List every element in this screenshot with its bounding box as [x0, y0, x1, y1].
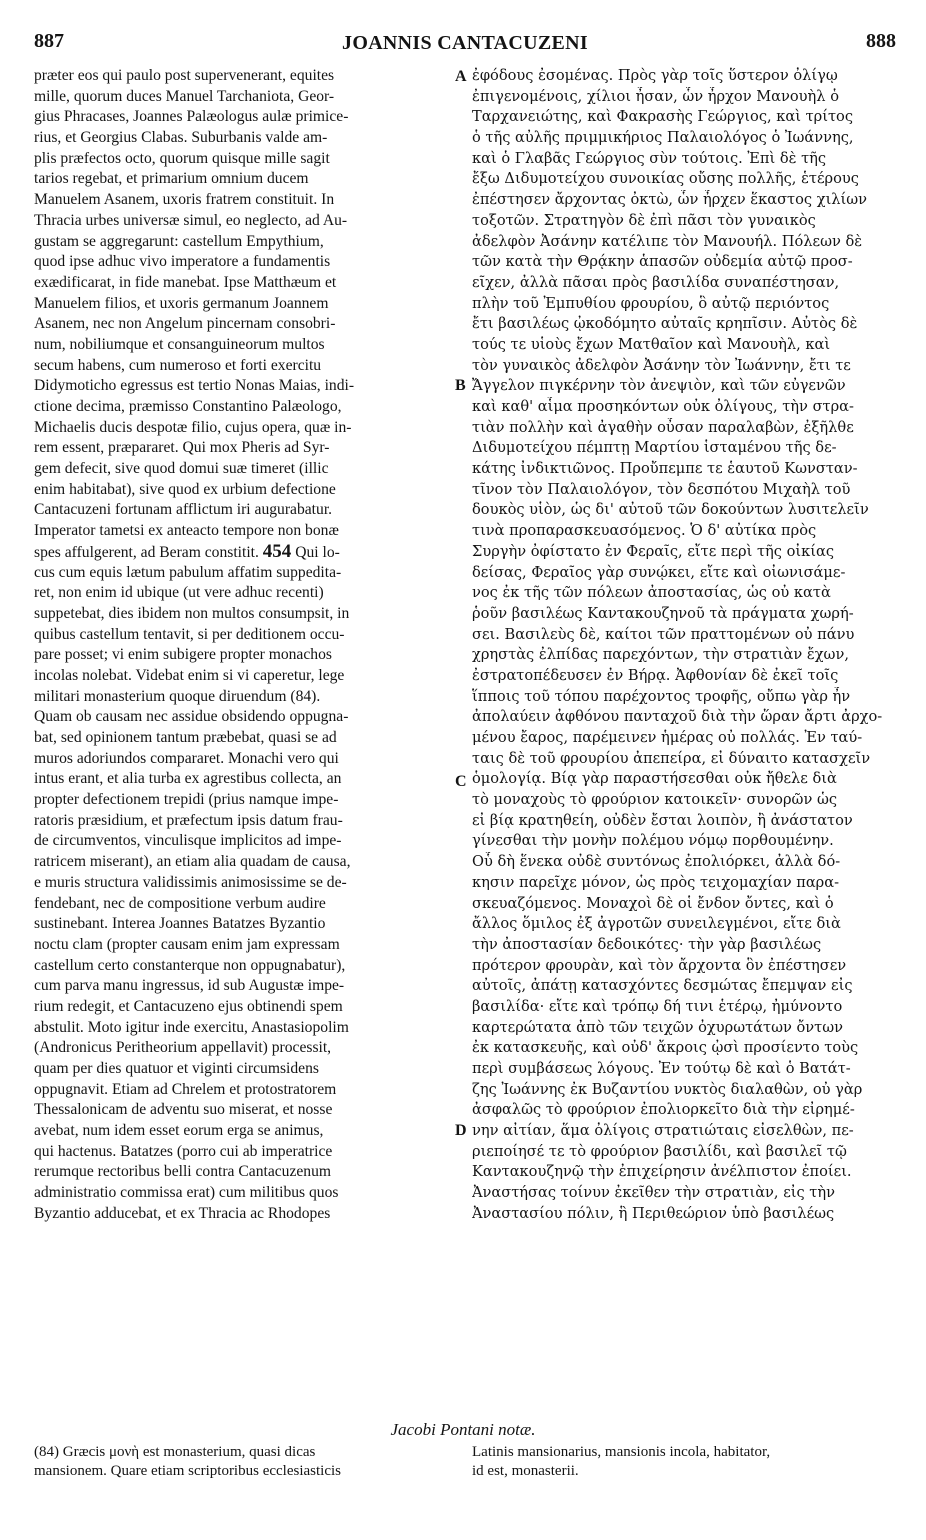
- greek-line: ἔξω Διδυμοτείχου συνοικίας οὔσης πολλῆς, ἑτέρους: [472, 170, 859, 188]
- greek-line: δείσας, Φεραῖος γὰρ συνῴκει, εἴτε καὶ οἰωνισάμε-: [472, 563, 846, 581]
- latin-line: cus cum equis lætum pabulum affatim suppedita-: [34, 563, 342, 581]
- latin-line: gem defecit, sive quod domui suæ timeret (illic: [34, 460, 329, 478]
- latin-line: ret, non enim id ubique (ut vere adhuc recenti): [34, 584, 324, 602]
- greek-line: εῖχεν, ἀλλὰ πᾶσαι πρὸς βασιλίδα συναπέστησαν,: [472, 273, 840, 291]
- latin-line: ratricem miserant), an etiam alia quadam de causa,: [34, 853, 351, 871]
- latin-line: Didymoticho egressus est tertio Nonas Maias, indi-: [34, 377, 355, 395]
- latin-line: rem essent, præpararet. Qui mox Pheris ad Syr-: [34, 439, 330, 457]
- greek-line: ἄλλος ὅμιλος ἐξ ἀγροτῶν συνειλεγμένοι, εἴτε διὰ: [472, 915, 841, 933]
- greek-line: κησιν παρεῖχε μόνον, ὡς πρὸς τειχομαχίαν παρα-: [472, 873, 840, 891]
- greek-line: ἐπέστησεν ἄρχοντας ὀκτὼ, ὧν ἦρχεν ἕκαστος χιλίων: [472, 191, 868, 209]
- latin-line: abstulit. Moto igitur inde exercitu, Anastasiopolim: [34, 1018, 349, 1036]
- greek-line: ἀπολαύειν ἀφθόνου πανταχοῦ διὰ τὴν ὥραν ἄρτι ἀρχο-: [472, 708, 883, 726]
- latin-line: qui hactenus. Batatzes (porro cui ab imperatrice: [34, 1142, 333, 1160]
- latin-line: ratoris præsidium, et præfectum ipsis datum frau-: [34, 811, 343, 829]
- latin-line: ctione decima, præmisso Constantino Palæologo,: [34, 398, 342, 415]
- greek-line: τούς τε υἱοὺς ἔχων Ματθαῖον καὶ Μανουὴλ, καὶ: [472, 335, 831, 353]
- greek-line: Οὗ δὴ ἕνεκα οὐδὲ συντόνως ἐπολιόρκει, ἀλλὰ δό-: [472, 853, 841, 871]
- running-title: JOANNIS CANTACUZENI: [342, 32, 588, 54]
- latin-line: Manuelem filios, et uxoris germanum Joannem: [34, 294, 329, 312]
- greek-line: Συργὴν ὀφίστατο ἐν Φεραῖς, εἴτε περὶ τῆς οἰκίας: [472, 542, 834, 560]
- greek-line: ριεποίησέ τε τὸ φρούριον βασιλίδι, καὶ βασιλεῖ τῷ: [472, 1142, 847, 1160]
- greek-line: κάτης ἰνδικτιῶνος. Προὔπεμπε τε ἑαυτοῦ Κωνσταν-: [472, 460, 858, 478]
- latin-line: intus erant, et alia turba ex agrestibus collecta, an: [34, 770, 342, 788]
- latin-line: tarios regebat, et primarium omnium ducem: [34, 170, 309, 188]
- latin-line: Byzantio adducebat, et ex Thracia ac Rhodopes: [34, 1204, 331, 1222]
- greek-line: τιὰν πολλὴν καὶ ἀγαθὴν οὖσαν παραλαβὼν, ἐξῆλθε: [472, 418, 854, 436]
- greek-line: σει. Βασιλεὺς δὲ, καίτοι τῶν πραττομένων οὐ πάνυ: [472, 625, 855, 643]
- greek-line: νην αἰτίαν, ἅμα ὀλίγοις στρατιώταις εἰσελθὼν, πε-: [472, 1122, 854, 1140]
- footnote-left: [34, 1443, 452, 1481]
- greek-line: βασιλίδα· εἴτε καὶ τρόπῳ δή τινι ἑτέρῳ, ἠμύνοντο: [472, 997, 843, 1015]
- latin-column: [34, 66, 452, 1225]
- greek-line: σκευαζόμενος. Μοναχοὶ δὲ οἱ ἔνδον ὄντες, καὶ ὁ: [472, 894, 834, 912]
- greek-line: καὶ καθ' αἷμα προσηκόντων οὐκ ὀλίγους, τὴν στρα-: [472, 398, 854, 415]
- notes-heading: Jacobi Pontani notæ.: [390, 1420, 536, 1439]
- latin-line: bat, sed opinionem tantum præbebat, quasi se ad: [34, 729, 337, 746]
- margin-letter-c: C: [455, 773, 467, 790]
- latin-line: (Andronicus Peritheorium appellavit) processit,: [34, 1039, 332, 1057]
- latin-line: rius, et Georgius Clabas. Suburbanis valde am-: [34, 129, 328, 147]
- latin-line: quibus castellum tentavit, si per deditionem occu-: [34, 625, 345, 643]
- greek-line: εἰ βίᾳ κρατηθείη, οὐδὲν ἔσται λοιπὸν, ἢ ἀνάστατον: [472, 811, 853, 829]
- footnote-line: Latinis mansionarius, mansionis incola, habitator,: [472, 1444, 771, 1460]
- latin-line: Cantacuzeni fortunam afflictum iri augurabatur.: [34, 501, 333, 519]
- latin-line: gustam se aggregarunt: castellum Empythium,: [34, 232, 324, 250]
- latin-line: enim habitabat), sive quod ex urbium defectione: [34, 480, 336, 498]
- latin-line: castellum certo constanterque non oppugnabatur),: [34, 956, 346, 974]
- latin-line: muros adoriundos compararet. Monachi vero qui: [34, 749, 339, 767]
- margin-letter-a: A: [455, 68, 467, 85]
- greek-line: μένου ἔαρος, παρέμεινεν ἡμέρας οὐ πολλάς. Ἐν ταύ-: [472, 729, 863, 746]
- greek-line: Ἀναστασίου πόλιν, ἣ Περιθεώριον ὑπὸ βασιλέως: [472, 1204, 835, 1222]
- greek-line: τὴν ἀποστασίαν δεδοικότες· τὴν γὰρ βασιλέως: [472, 935, 822, 953]
- greek-line: νος ἐκ τῆς τῶν πόλεων ἀποστασίας, ὡς οὐ κατὰ: [472, 584, 831, 602]
- greek-line: πρότερον φρουρὰν, καὶ τὸν ἄρχοντα ὃν ἐπέστησεν: [472, 956, 847, 974]
- latin-line: Michaelis ducis despotæ filio, cujus opera, quæ in-: [34, 418, 352, 436]
- latin-line: de circumventos, vinculisque implicitos ad impe-: [34, 832, 342, 850]
- latin-line: mille, quorum duces Manuel Tarchaniota, Geor-: [34, 87, 335, 105]
- greek-line: χρηστὰς ἐλπίδας παρεχόντων, τὴν στρατιὰν ἔχων,: [472, 646, 849, 664]
- margin-letter-d: D: [455, 1122, 467, 1139]
- greek-line: ἀδελφὸν Ἀσάνην κατέλιπε τὸν Μανουήλ. Πόλεων δὲ: [472, 232, 863, 250]
- greek-line: πλὴν τοῦ Ἐμπυθίου φρουρίου, ὃ αὐτῷ περιόντος: [472, 294, 830, 312]
- page-number-left: 887: [34, 30, 64, 52]
- greek-line: ἔτι βασιλέως ᾠκοδόμητο αὐταῖς κρηπῖσιν. Αὐτὸς δὲ: [472, 315, 858, 333]
- footnote-line: (84) Græcis μονὴ est monasterium, quasi dicas: [34, 1444, 316, 1460]
- latin-line: quam per dies quatuor et viginti circumsidens: [34, 1060, 319, 1077]
- greek-line: περὶ συμβάσεως λόγους. Ἐν τούτῳ δὲ καὶ ὁ Βατάτ-: [472, 1060, 851, 1077]
- footnote-right: [472, 1443, 896, 1481]
- latin-line: exædificarat, in fide manebat. Ipse Matthæum et: [34, 273, 337, 291]
- greek-column: [472, 66, 896, 1225]
- greek-line: γίνεσθαι τὴν μονὴν πολέμου νόμῳ πορθουμένην.: [472, 832, 834, 850]
- running-header: [34, 30, 896, 60]
- latin-line: Asanem, nec non Angelum pincernam consobri-: [34, 315, 336, 333]
- latin-line: avebat, num idem esset eorum erga se animus,: [34, 1122, 324, 1140]
- greek-line: δουκὸς υἱὸν, ὡς δι' αὐτοῦ τῶν δοκούντων λυσιτελεῖν: [472, 501, 869, 519]
- greek-line: ἐκ κατασκευῆς, καὶ οὐδ' ἄκροις ᾠσὶ προσίεντο τοὺς: [472, 1039, 859, 1057]
- greek-line: αὐτοῖς, ἀπάτῃ κατασχόντες δεσμώτας ἔπεμψαν εἰς: [472, 977, 853, 995]
- latin-line: noctu clam (propter causam enim jam expressam: [34, 935, 340, 953]
- latin-line: Thessalonicam de adventu suo miserat, et nosse: [34, 1101, 333, 1119]
- latin-line: rerumque rectoribus belli contra Cantacuzenum: [34, 1163, 332, 1181]
- latin-line: militari monasterium quoque diruendum (84).: [34, 687, 321, 705]
- greek-line: ὁ τῆς αὐλῆς πριμμικήριος Παλαιολόγος ὁ Ἰωάννης,: [472, 129, 854, 147]
- latin-line: suppetebat, dies ibidem non multos consumpsit, in: [34, 604, 350, 622]
- greek-line: ἐπιγενομένοις, χίλιοι ἦσαν, ὧν ἦρχον Μανουὴλ ὁ: [472, 87, 839, 105]
- latin-line: Manuelem Asanem, uxoris fratrem constituit. In: [34, 191, 335, 209]
- latin-line: Imperator tametsi ex anteacto tempore non bonæ: [34, 522, 339, 540]
- greek-line: καρτερώτατα ἀπὸ τῶν τειχῶν ὀχυρωτάτων ὄντων: [472, 1018, 844, 1036]
- greek-line: Διδυμοτείχου πέμπτῃ Μαρτίου ἱσταμένου τῆς δε-: [472, 439, 837, 457]
- latin-line: Thracia urbes universæ simul, eo neglecto, ad Au-: [34, 211, 348, 229]
- greek-line: τὸν γυναικὸς ἀδελφὸν Ἀσάνην τὸν Ἰωάννην, ἔτι τε: [472, 356, 851, 374]
- greek-line: ζης Ἰωάννης ἐκ Βυζαντίου νυκτὸς διαλαθὼν, οὐ γὰρ: [472, 1080, 863, 1098]
- latin-line: præter eos qui paulo post supervenerant, equites: [34, 67, 335, 84]
- greek-line: τῖνον τὸν Παλαιολόγον, τὸν δεσπότου Μιχαὴλ τοῦ: [472, 480, 851, 498]
- greek-line: Ταρχανειώτης, καὶ Φακρασὴς Γεώργιος, καὶ τρίτος: [472, 108, 854, 126]
- greek-line: καὶ ὁ Γλαβᾶς Γεώργιος σὺν τούτοις. Ἐπὶ δὲ τῆς: [472, 149, 827, 167]
- greek-line: ἵπποις τοῦ τόπου παρέχοντος τροφῆς, οὔπω γὰρ ἦν: [472, 687, 851, 705]
- latin-line: gius Phracases, Joannes Palæologus aulæ primice-: [34, 108, 349, 126]
- greek-line: Ἀναστήσας τοίνυν ἐκεῖθεν τὴν στρατιὰν, εἰς τὴν: [472, 1184, 835, 1202]
- latin-line: Quam ob causam nec assidue obsidendo oppugna-: [34, 708, 349, 726]
- greek-line: Ἄγγελον πιγκέρνην τὸν ἀνεψιὸν, καὶ τῶν εὐγενῶν: [472, 377, 846, 395]
- latin-line: secum habens, cum numeroso et forti exercitu: [34, 356, 322, 374]
- latin-line: plis præfectos octo, quorum quisque mille sagit: [34, 149, 330, 167]
- greek-line: ἀσφαλῶς τὸ φρούριον ἐπολιορκεῖτο διὰ τὴν εἰρημέ-: [472, 1101, 855, 1119]
- latin-line: sustinebant. Interea Joannes Batatzes Byzantio: [34, 915, 326, 933]
- greek-line: Καντακουζηνῷ τὴν ἐπιχείρησιν ἀνέλπιστον ἐποίει.: [472, 1163, 852, 1181]
- latin-line: quod ipse adhuc vivo imperatore a fundamentis: [34, 253, 331, 271]
- greek-line: τῶν κατὰ τὴν Θρᾴκην ἁπασῶν οὐδεμία αὐτῷ προσ-: [472, 253, 853, 271]
- latin-line: administratio commissa erat) cum militibus quos: [34, 1184, 339, 1202]
- greek-line: τὸ μοναχοὺς τὸ φρούριον κατοικεῖν· συνορῶν ὡς: [472, 791, 838, 809]
- latin-line: spes affulgerent, ad Beram constitit. 454 Qui lo-: [34, 541, 340, 562]
- latin-line: oppugnavit. Etiam ad Chrelem et protostratorem: [34, 1080, 337, 1098]
- latin-line: pare posset; vi enim subigere propter monachos: [34, 646, 332, 664]
- latin-line: propter defectionem trepidi (prius namque impe-: [34, 791, 339, 809]
- latin-line: rium redegit, et Cantacuzeno ejus obtinendi spem: [34, 997, 343, 1015]
- latin-line: cum parva manu ingressus, id sub Augustæ impe-: [34, 977, 345, 995]
- footnote-line: id est, monasterii.: [472, 1463, 579, 1479]
- latin-line: incolas nolebat. Videbat enim si vi caperetur, lege: [34, 666, 345, 684]
- inline-page-number: 454: [262, 541, 292, 562]
- latin-line: e muris structura validissimis animosissime se de-: [34, 873, 347, 891]
- greek-line: ῥοῦν βασιλέως Καντακουζηνοῦ τὰ πράγματα χωρή-: [472, 604, 854, 622]
- greek-line: τινὰ προπαρασκευασόμενος. Ὁ δ' αὐτίκα πρὸς: [472, 522, 817, 540]
- greek-line: ἐστρατοπέδευσεν ἐν Βήρᾳ. Ἀφθονίαν δὲ ἐκεῖ τοῖς: [472, 666, 839, 684]
- greek-line: ταις δὲ τοῦ φρουρίου ἀπεπείρα, εἰ δύναιτο κατασχεῖν: [472, 749, 871, 767]
- greek-line: τοξοτῶν. Στρατηγὸν δὲ ἐπὶ πᾶσι τὸν γυναικὸς: [472, 211, 816, 229]
- greek-line: ὁμολογίᾳ. Βίᾳ γὰρ παραστήσεσθαι οὐκ ἤθελε διὰ: [472, 770, 837, 788]
- greek-line: ἐφόδους ἐσομένας. Πρὸς γὰρ τοῖς ὕστερον ὀλίγῳ: [472, 67, 838, 84]
- footnote-line: mansionem. Quare etiam scriptoribus ecclesiasticis: [34, 1463, 341, 1479]
- latin-line: num, nobiliumque et consanguineorum multos: [34, 335, 325, 353]
- latin-line: fendebant, nec de compositione verbum audire: [34, 894, 326, 912]
- margin-letter-b: B: [455, 377, 466, 394]
- page-number-right: 888: [866, 30, 896, 52]
